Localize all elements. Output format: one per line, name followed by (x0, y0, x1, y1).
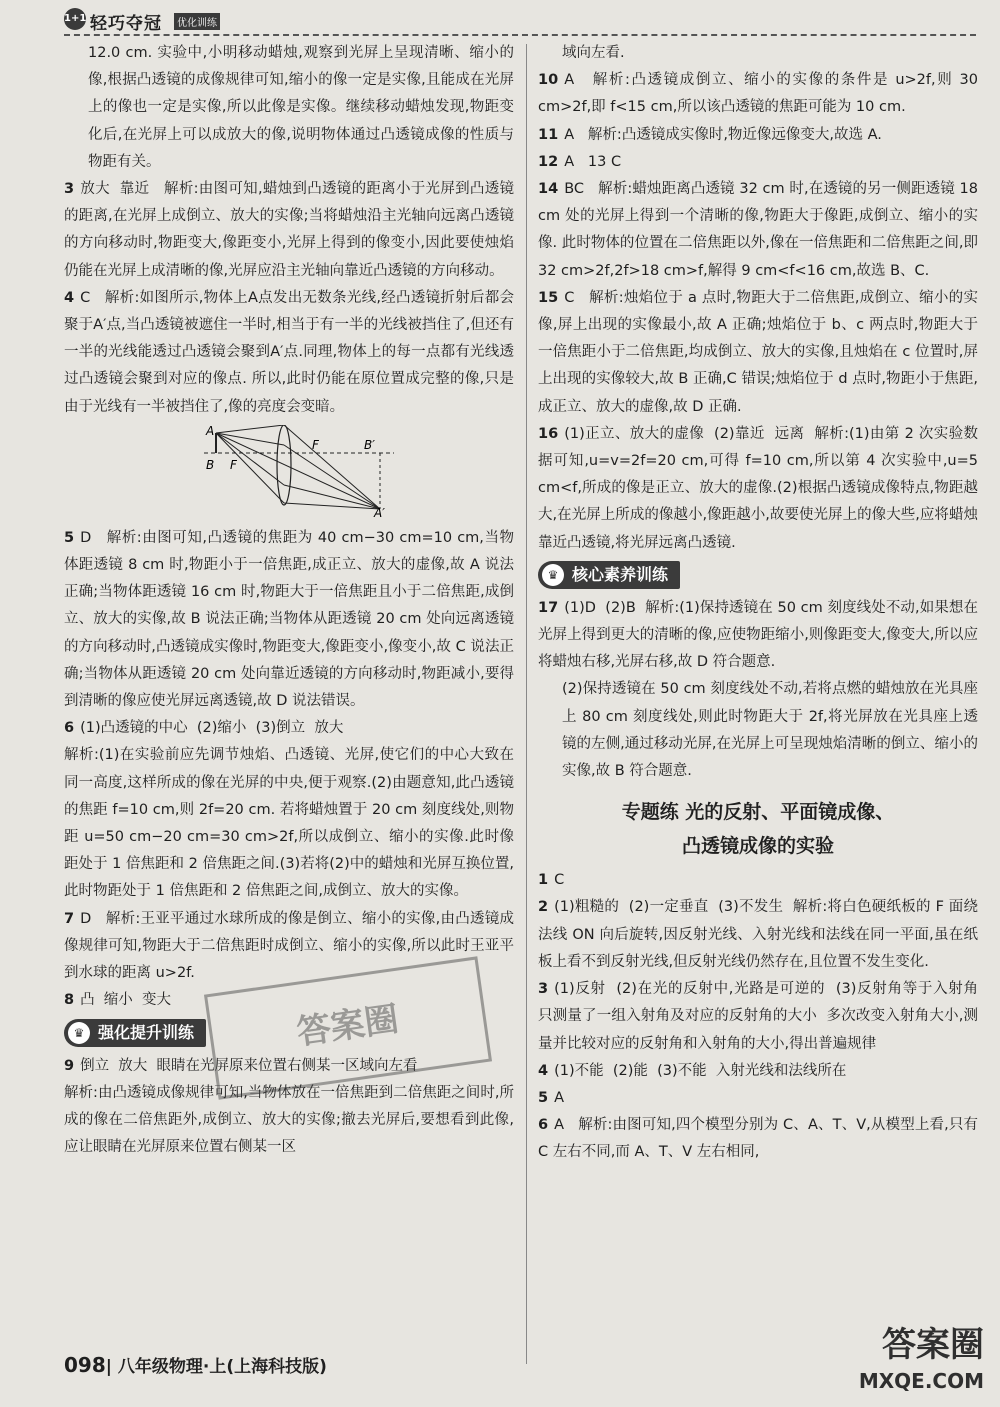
answer-10 (538, 67, 983, 121)
answer-number: 3 (64, 181, 75, 198)
answer-text: (1)粗糙的 (2)一定垂直 (3)不发生 解析:将白色硬纸板的 F 面绕法线 ON 向后旋转,因反射光线、入射光线和法线在同一平面,虽在纸板上看不到反射光线,但反射光线仍然存在,且位置不发生变化. (538, 899, 978, 970)
answer-number: 3 (538, 981, 549, 998)
page-footer: 098| 八年级物理·上(上海科技版) (64, 1353, 327, 1377)
lens-diagram-svg (204, 425, 394, 517)
answer-number: 9 (64, 1057, 75, 1074)
answer-number: 8 (64, 992, 75, 1009)
topic-title (538, 795, 978, 863)
logo-icon: 1+1 (64, 8, 86, 30)
answer-number: 6 (538, 1117, 549, 1134)
topic-title-line-1: 专题练 光的反射、平面镜成像、 (621, 801, 895, 824)
stamp-watermark: 答案圈 (204, 956, 492, 1099)
answer-3 (64, 176, 514, 285)
answer-17-part-2: (2)保持透镜在 50 cm 刻度线处不动,若将点燃的蜡烛放在光具座上 80 cm 刻度线处,则此时物距大于 2f,将光屏放在光具座上透镜的左侧,通过移动光屏,在光屏上可呈现烛焰清晰的倒立、缩小的实像,故 B 符合题意. (562, 681, 978, 780)
watermark-url: MXQE.COM (858, 1369, 984, 1393)
topic-answer-5 (538, 1085, 978, 1112)
answer-number: 15 (538, 289, 559, 306)
topic-answer-3 (538, 976, 988, 1058)
answer-6 (64, 715, 514, 742)
answer-text: C 解析:烛焰位于 a 点时,物距大于二倍焦距,成倒立、缩小的实像,屏上出现的实像最小,故 A 正确;烛焰位于 b、c 两点时,物距大于一倍焦距小于二倍焦距,均成倒立、放大的实像,且烛焰在 c 位置时,屏上出现的实像较大,故 B 正确,C 错误;烛焰位于 d 点时,物距小于焦距,成正立、放大的虚像,故 D 正确. (538, 289, 978, 415)
answer-number: 11 (538, 126, 559, 143)
answer-number: 10 (538, 72, 559, 89)
answer-text: (1)反射 (2)在光的反射中,光路是可逆的 (3)反射角等于入射角 只测量了一组入射角及对应的反射角的大小 多次改变入射角大小,测量并比较对应的反射角和入射角的大小,得出普遍规律 (538, 981, 988, 1052)
topic-title-line-2: 凸透镜成像的实验 (681, 835, 834, 858)
answer-text: A 解析:凸透镜成实像时,物近像远像变大,故选 A. (564, 126, 882, 143)
column-divider (526, 44, 527, 1364)
answer-number: 5 (64, 529, 75, 546)
logo-subtitle: 优化训练 (174, 13, 220, 30)
answer-number: 4 (64, 289, 75, 306)
label-F-right: F (312, 437, 319, 452)
crown-icon: ♛ (542, 564, 564, 586)
right-column (538, 40, 988, 1167)
answer-number: 14 (538, 181, 559, 198)
answer-text: A 解析:由图可知,四个模型分别为 C、A、T、V,从模型上看,只有 C 左右不同,而 A、T、V 左右相同, (538, 1117, 983, 1161)
answer-paragraph: 12.0 cm. 实验中,小明移动蜡烛,观察到光屏上呈现清晰、缩小的像,根据凸透镜的成像规律可知,缩小的像一定是实像,且能成在光屏上的像也一定是实像,所以此像是实像。继续移动蜡烛发现,物距变化后,在光屏上可以成放大的像,说明物体通过凸透镜成像的性质与物距有关。 (88, 45, 514, 170)
label-A-prime: A′ (374, 505, 385, 517)
answer-15 (538, 285, 978, 421)
topic-answer-6 (538, 1112, 983, 1166)
answer-number: 7 (64, 910, 75, 927)
section-tag-core (538, 561, 680, 589)
topic-answer-1 (538, 867, 978, 894)
page-number: 098 (64, 1353, 106, 1377)
label-A: A (206, 424, 215, 438)
answer-text: (1)凸透镜的中心 (2)缩小 (3)倒立 放大 (80, 720, 344, 737)
answer-number: 5 (538, 1089, 549, 1106)
answer-5 (64, 525, 514, 715)
answer-11 (538, 122, 978, 149)
label-B: B (206, 457, 215, 472)
watermark-title: 答案圈 (882, 1325, 984, 1365)
answer-text: D 解析:由图可知,凸透镜的焦距为 40 cm−30 cm=10 cm,当物体距透镜 8 cm 时,物距小于一倍焦距,成正立、放大的虚像,故 A 说法正确;当物体距透镜 16 cm 时,物距大于一倍焦距且小于二倍焦距,成倒立、放大的实像,故 B 说法正确;当物体从距透镜 20 cm 处向远离透镜的方向移动时,凸透镜成实像时,物距变大,像距变小,像变小,故 C 说法正确;当物体从距透镜 20 cm 处向靠近透镜的方向移动时,物距减小,要得到清晰的像应使光屏远离透镜,故 D 说法错误。 (64, 529, 514, 710)
answer-text: D 解析:王亚平通过水球所成的像是倒立、缩小的实像,由凸透镜成像规律可知,物距大于二倍焦距时成倒立、缩小的实像,所以此时王亚平到水球的距离 u>2f. (64, 910, 514, 982)
answer-17 (538, 595, 978, 677)
lens-ray-diagram (204, 425, 514, 521)
answer-text: 倒立 放大 眼睛在光屏原来位置右侧某一区域向左看 (80, 1057, 418, 1074)
answer-text: (1)D (2)B 解析:(1)保持透镜在 50 cm 刻度线处不动,如果想在光屏上得到更大的清晰的像,应使物距缩小,则像距变大,像变大,所以应将蜡烛右移,光屏右移,故 D 符合题意. (538, 599, 978, 671)
crown-icon: ♛ (68, 1022, 90, 1044)
answer-9-explanation: 解析:由凸透镜成像规律可知,当物体放在一倍焦距到二倍焦距之间时,所成的像在二倍焦距外,成倒立、放大的实像;撤去光屏后,要想看到此像,应让眼睛在光屏原来位置右侧某一区 (64, 1084, 514, 1156)
answer-text: A 13 C (564, 153, 622, 170)
answer-text: (1)正立、放大的虚像 (2)靠近 远离 解析:(1)由第 2 次实验数据可知,u=v=2f=20 cm,可得 f=10 cm,所以第 4 次实验中,u=5 cm<f,所成的像是正立、放大的虚像.(2)根据凸透镜成像特点,物距越大,在光屏上所成的像越小,像距越小,故要使光屏上的像大些,应将蜡烛靠近凸透镜,将光屏远离凸透镜. (538, 425, 983, 551)
answer-number: 16 (538, 425, 559, 442)
label-B-prime: B′ (364, 437, 375, 452)
answer-text: BC 解析:蜡烛距离凸透镜 32 cm 时,在透镜的另一侧距透镜 18 cm 处的光屏上得到一个清晰的像,物距大于像距,成倒立、缩小的实像. 此时物体的位置在二倍焦距以外,像在一倍焦距和二倍焦距之间,即 32 cm>2f,2f>18 cm>f,解得 9 cm<f<16 cm,故选 B、C. (538, 181, 983, 279)
answer-number: 1 (538, 872, 549, 889)
answer-paragraph: 域向左看. (562, 45, 625, 61)
page-header (64, 8, 976, 36)
answer-number: 17 (538, 599, 559, 616)
site-watermark (859, 1327, 984, 1399)
section-tag-reinforce (64, 1019, 206, 1047)
answer-text: 放大 靠近 解析:由图可知,蜡烛到凸透镜的距离小于光屏到凸透镜的距离,在光屏上成倒立、放大的实像;当将蜡烛沿主光轴向远离凸透镜的方向移动时,物距变大,像距变小,光屏上得到的像变小,因此要使烛焰仍能在光屏上成清晰的像,光屏应沿主光轴向靠近凸透镜的方向移动。 (64, 181, 514, 279)
topic-answer-4 (538, 1058, 978, 1085)
answer-16 (538, 421, 983, 557)
footer-book-title: 八年级物理·上(上海科技版) (117, 1357, 327, 1377)
answer-text: (1)不能 (2)能 (3)不能 入射光线和法线所在 (554, 1062, 847, 1079)
answer-text: A 解析:凸透镜成倒立、缩小的实像的条件是 u>2f,则 30 cm>2f,即 f<15 cm,所以该凸透镜的焦距可能为 10 cm. (538, 72, 983, 116)
answer-6-explanation: 解析:(1)在实验前应先调节烛焰、凸透镜、光屏,使它们的中心大致在同一高度,这样所成的像在光屏的中央,便于观察.(2)由题意知,此凸透镜的焦距 f=10 cm,则 2f=20 cm. 若将蜡烛置于 20 cm 刻度线处,则物距 u=50 cm−20 cm=30 cm>2f,所以成倒立、缩小的实像.此时像距处于 1 倍焦距和 2 倍焦距之间.(3)若将(2)中的蜡烛和光屏互换位置,此时物距处于 1 倍焦距和 2 倍焦距之间,成倒立、放大的实像。 (64, 747, 514, 900)
label-F-left: F (230, 457, 237, 472)
topic-answer-2 (538, 894, 978, 976)
answer-text: C (554, 872, 565, 889)
answer-4 (64, 285, 514, 421)
answer-12 (538, 149, 978, 176)
answer-number: 12 (538, 153, 559, 170)
answer-text: A (554, 1089, 565, 1106)
answer-text: C 解析:如图所示,物体上A点发出无数条光线,经凸透镜折射后都会聚于A′点,当凸透镜被遮住一半时,相当于有一半的光线被挡住了,但还有一半的光线能透过凸透镜会聚到A′点.同理,物体上的每一点都有光线透过凸透镜会聚到对应的像点. 所以,此时仍能在原位置成完整的像,只是由于光线有一半被挡住了,像的亮度会变暗。 (64, 289, 514, 415)
answer-14 (538, 176, 983, 285)
section-tag-label: 核心素养训练 (572, 564, 669, 584)
answer-text: 凸 缩小 变大 (80, 992, 172, 1009)
logo-title: 轻巧夺冠 (90, 14, 162, 34)
section-tag-label: 强化提升训练 (98, 1022, 195, 1042)
answer-number: 2 (538, 899, 549, 916)
answer-number: 4 (538, 1062, 549, 1079)
answer-number: 6 (64, 720, 75, 737)
